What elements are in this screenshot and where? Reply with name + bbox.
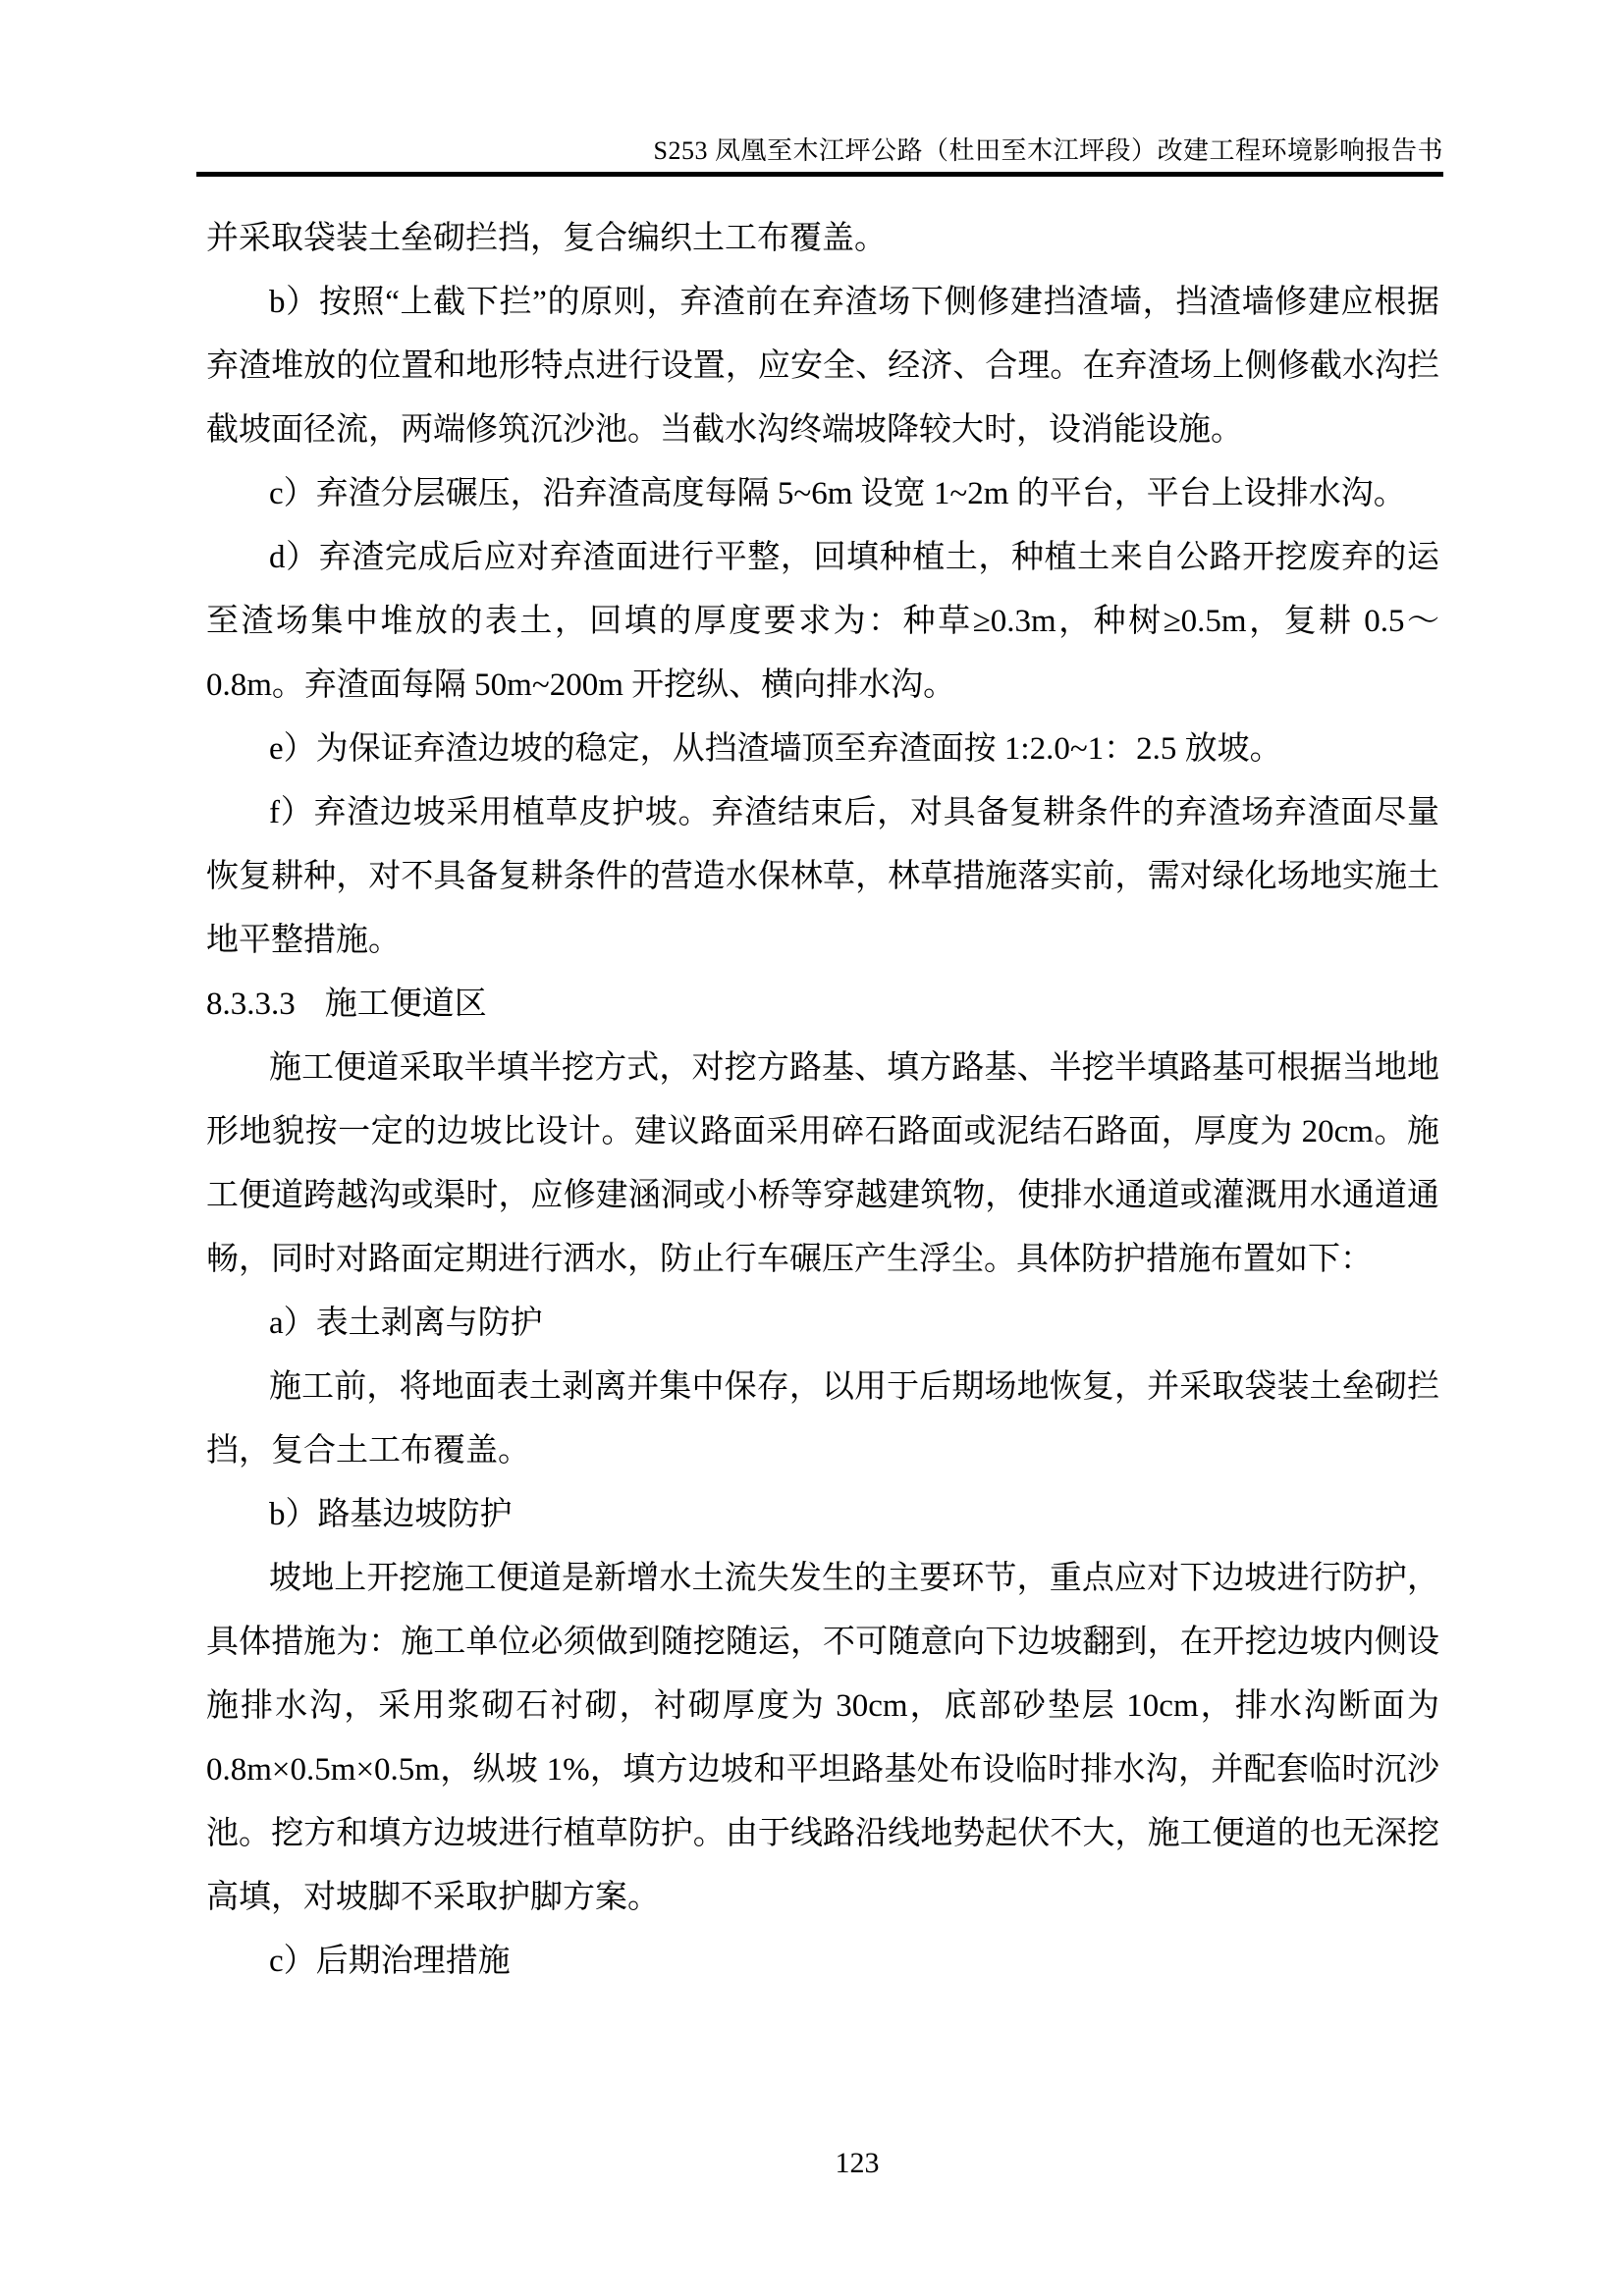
section-title: 施工便道区 — [324, 987, 487, 1022]
section-number: 8.3.3.3 — [206, 987, 296, 1022]
paragraph: c）后期治理措施 — [269, 1944, 511, 1979]
header-rule — [196, 172, 1443, 177]
page-footer — [0, 2146, 1624, 2181]
paragraph: c）弃渣分层碾压，沿弃渣高度每隔 5~6m 设宽 1~2m 的平台，平台上设排水沟。 — [269, 476, 1406, 511]
page-header — [196, 135, 1443, 177]
paragraph: 施工便道采取半填半挖方式，对挖方路基、填方路基、半挖半填路基可根据当地地形地貌按一定的边坡比设计。建议路面采用碎石路面或泥结石路面，厚度为 20cm。施工便道跨越沟或渠时，应修建涵洞或小桥等穿越建筑物，使排水通道或灌溉用水通道通畅，同时对路面定期进行洒水，防止行车碾压产生浮尘。具体防护措施布置如下： — [206, 1050, 1439, 1277]
page-number: 123 — [835, 2147, 880, 2179]
paragraph: 施工前，将地面表土剥离并集中保存，以用于后期场地恢复，并采取袋装土垒砌拦挡，复合土工布覆盖。 — [206, 1369, 1439, 1468]
paragraph: d）弃渣完成后应对弃渣面进行平整，回填种植土，种植土来自公路开挖废弃的运至渣场集中堆放的表土，回填的厚度要求为：种草≥0.3m，种树≥0.5m，复耕 0.5～0.8m。弃渣面每隔 50m~200m 开挖纵、横向排水沟。 — [206, 540, 1439, 703]
paragraph: e）为保证弃渣边坡的稳定，从挡渣墙顶至弃渣面按 1:2.0~1：2.5 放坡。 — [269, 731, 1282, 767]
section-heading — [206, 973, 1439, 1037]
header-title: S253 凤凰至木江坪公路（杜田至木江坪段）改建工程环境影响报告书 — [653, 136, 1443, 165]
paragraph: b）按照“上截下拦”的原则，弃渣前在弃渣场下侧修建挡渣墙，挡渣墙修建应根据弃渣堆放的位置和地形特点进行设置，应安全、经济、合理。在弃渣场上侧修截水沟拦截坡面径流，两端修筑沉沙池。当截水沟终端坡降较大时，设消能设施。 — [206, 285, 1439, 448]
paragraph: 坡地上开挖施工便道是新增水土流失发生的主要环节，重点应对下边坡进行防护，具体措施为：施工单位必须做到随挖随运，不可随意向下边坡翻到，在开挖边坡内侧设施排水沟，采用浆砌石衬砌，衬砌厚度为 30cm，底部砂垫层 10cm，排水沟断面为 0.8m×0.5m×0.5m，纵坡 1%，填方边坡和平坦路基处布设临时排水沟，并配套临时沉沙池。挖方和填方边坡进行植草防护。由于线路沿线地势起伏不大，施工便道的也无深挖高填，对坡脚不采取护脚方案。 — [206, 1561, 1439, 1915]
paragraph: 并采取袋装土垒砌拦挡，复合编织土工布覆盖。 — [206, 221, 887, 256]
paragraph: b）路基边坡防护 — [269, 1497, 513, 1532]
body-content — [206, 207, 1439, 1994]
paragraph: a）表土剥离与防护 — [269, 1306, 543, 1341]
paragraph: f）弃渣边坡采用植草皮护坡。弃渣结束后，对具备复耕条件的弃渣场弃渣面尽量恢复耕种，对不具备复耕条件的营造水保林草，林草措施落实前，需对绿化场地实施土地平整措施。 — [206, 795, 1439, 958]
